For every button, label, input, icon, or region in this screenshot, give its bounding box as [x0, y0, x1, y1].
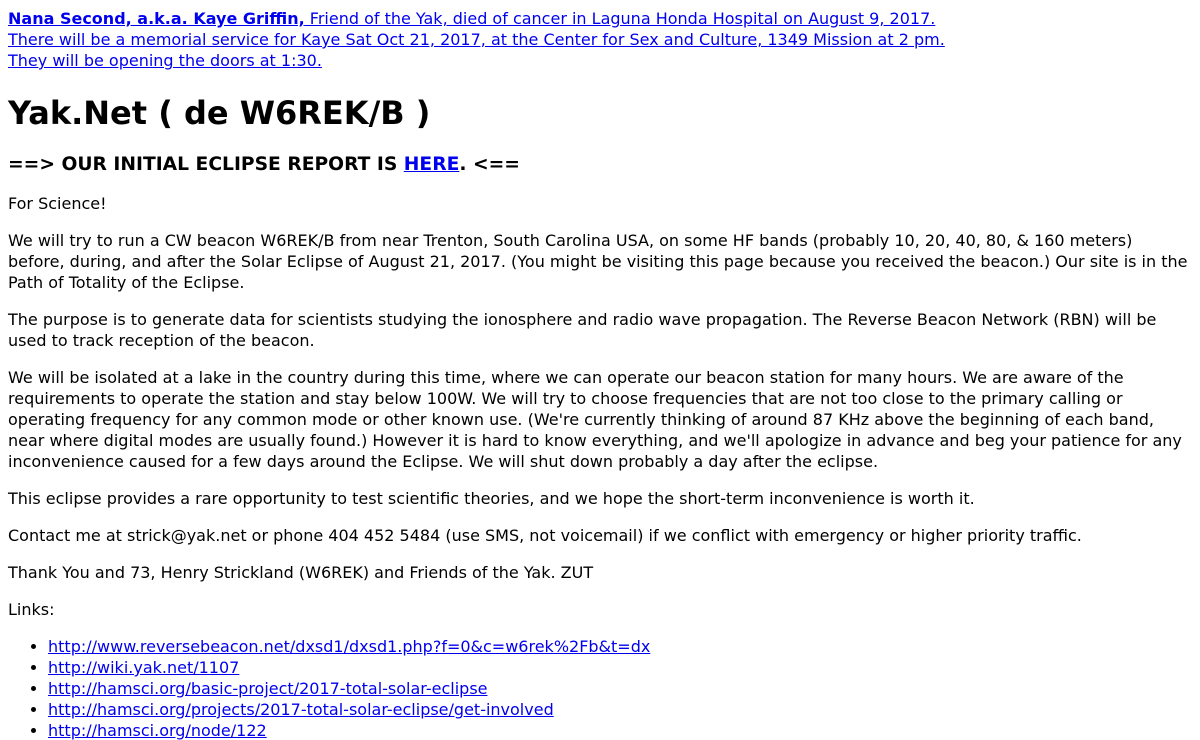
eclipse-report-suffix: . <== [459, 154, 520, 175]
memorial-notice-link[interactable] [8, 8, 1192, 71]
paragraph-thanks: Thank You and 73, Henry Strickland (W6REK) and Friends of the Yak. ZUT [8, 563, 594, 582]
paragraph-purpose: The purpose is to generate data for scientists studying the ionosphere and radio wave propagation. The Reverse Beacon Network (RBN) will be used to track reception of the beacon. [8, 310, 1157, 350]
list-item [48, 699, 1192, 720]
links-label: Links: [8, 600, 55, 619]
list-item [48, 636, 1192, 657]
link-reversebeacon[interactable]: http://www.reversebeacon.net/dxsd1/dxsd1.php?f=0&c=w6rek%2Fb&t=dx [48, 637, 651, 656]
eclipse-report-prefix: ==> OUR INITIAL ECLIPSE REPORT IS [8, 154, 404, 175]
paragraph-beacon: We will try to run a CW beacon W6REK/B from near Trenton, South Carolina USA, on some HF bands (probably 10, 20, 40, 80, & 160 meters) before, during, and after the Solar Eclipse of August 21, 2017. (You might be visiting this page because you received the beacon.) Our site is in the Path of Totality of the Eclipse. [8, 231, 1188, 292]
list-item [48, 720, 1192, 740]
notice-line-1 [8, 8, 1192, 29]
notice-name: Nana Second, a.k.a. Kaye Griffin, [8, 9, 305, 28]
eclipse-report-link[interactable]: HERE [403, 154, 460, 175]
link-hamsci-basic-project[interactable]: http://hamsci.org/basic-project/2017-total-solar-eclipse [48, 679, 488, 698]
paragraph-for-science: For Science! [8, 194, 107, 213]
links-list [8, 636, 1192, 740]
link-hamsci-node[interactable]: http://hamsci.org/node/122 [48, 721, 267, 740]
paragraph-isolated: We will be isolated at a lake in the country during this time, where we can operate our beacon station for many hours. We are aware of the requirements to operate the station and stay below 100W. We will try to choose frequencies that are not too close to the primary calling or operating frequency for any common mode or other known use. (We're currently thinking of around 87 KHz above the beginning of each band, near where digital modes are usually found.) However it is hard to know everything, and we'll apologize in advance and beg your patience for any inconvenience caused for a few days around the Eclipse. We will shut down probably a day after the eclipse. [8, 368, 1182, 471]
link-wiki-yak[interactable]: http://wiki.yak.net/1107 [48, 658, 240, 677]
notice-line-1-rest: Friend of the Yak, died of cancer in Laguna Honda Hospital on August 9, 2017. [304, 9, 936, 28]
page-title: Yak.Net ( de W6REK/B ) [8, 94, 431, 132]
paragraph-rare-opportunity: This eclipse provides a rare opportunity to test scientific theories, and we hope the short-term inconvenience is worth it. [8, 489, 975, 508]
eclipse-report-heading [8, 153, 1192, 177]
list-item [48, 678, 1192, 699]
notice-line-3: They will be opening the doors at 1:30. [8, 51, 322, 70]
notice-line-2: There will be a memorial service for Kaye Sat Oct 21, 2017, at the Center for Sex and Culture, 1349 Mission at 2 pm. [8, 30, 945, 49]
link-hamsci-get-involved[interactable]: http://hamsci.org/projects/2017-total-solar-eclipse/get-involved [48, 700, 554, 719]
list-item [48, 657, 1192, 678]
paragraph-contact: Contact me at strick@yak.net or phone 404 452 5484 (use SMS, not voicemail) if we conflict with emergency or higher priority traffic. [8, 526, 1082, 545]
